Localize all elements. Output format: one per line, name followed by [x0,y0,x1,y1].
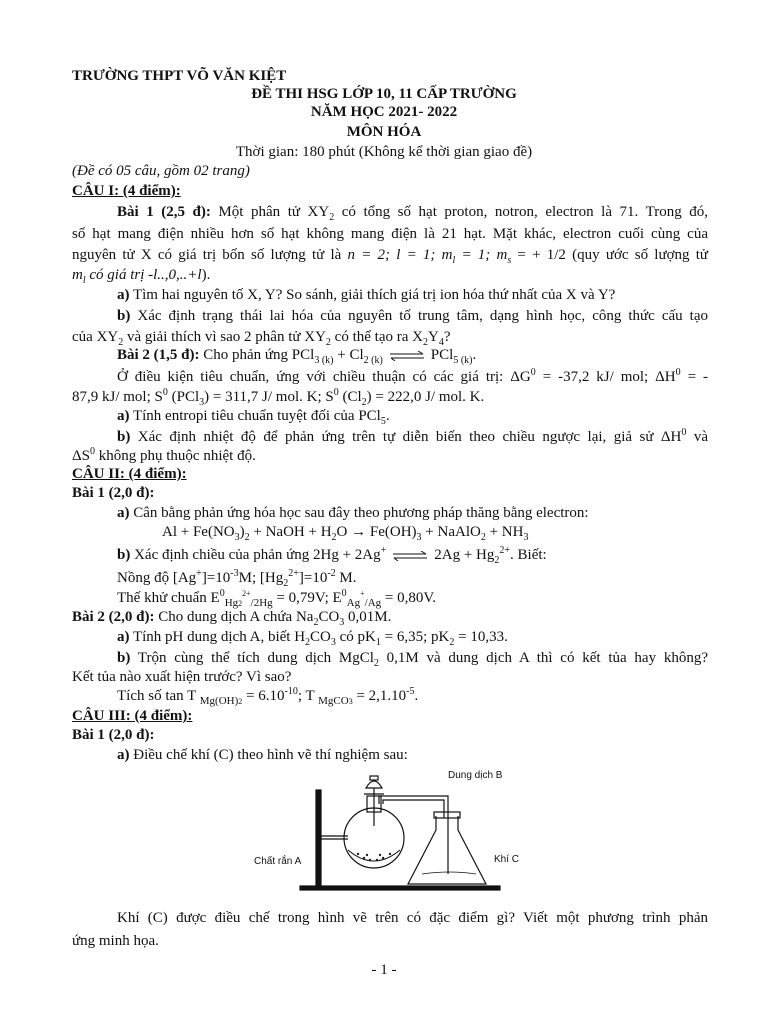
q1-b1-line2: số hạt mang điện nhiều hơn số hạt không mang điện là 21 hạt. Mặt khác, electron cuối cùng của [72,226,708,242]
q2-b1-equation: $Al + Fe(NO_3)_2$ + NaOH + $H_2O \to Fe(OH)_3$ + NaAlO$_2$ + $NH_3$ [162,524,529,543]
q1-b2-part-b-line2: $\Delta S^0$ không phụ thuộc nhiệt độ. [72,446,256,464]
q2-b1-potentials: Thế khử chuẩn $E^0_{Hg2}^{2+}_{/2Hg} = 0,79V$; $E^0_{Ag}^+_{/Ag} = 0,80V$. [117,588,436,609]
q1-b1-line1: Bài 1 (2,5 đ): Một phân tử $XY_2$ có tổng số hạt proton, notron, electron là 71. Trong đó, [117,204,709,223]
q3-b1-head: Bài 1 (2,0 đ): [72,727,155,743]
q1-b1-part-b-line2: của $XY_2$ và giải thích vì sao 2 phân tử $XY_2$ có thể tạo ra $X_2Y_4$? [72,329,451,348]
q3-question-line2: ứng minh họa. [72,933,159,949]
question-2-title: CÂU II: (4 điểm): [72,466,187,482]
subject: MÔN HÓA [346,124,422,140]
q1-b2-reaction: Bài 2 (1,5 đ): Cho phản ứng $PCl_{3 (k)} + Cl_{2 (k)}$ PCl$_{5 (k)}$. [117,347,477,366]
q1-b2-conditions-line1: Ở điều kiện tiêu chuẩn, ứng với chiều thuận có các giá trị: $\Delta G^0 = -37,2$ kJ/ mol; $\Delta H^0$ = - [117,367,708,385]
q1-b2-part-b-line1: b) Xác định nhiệt độ để phản ứng trên tự diễn biến theo chiều ngược lại, giả sử $\Delta H^0$ và [117,427,708,445]
q1-b2-part-a: a) Tính entropi tiêu chuẩn tuyệt đối của PCl$_5$. [117,408,390,427]
q1-b1-part-b-line1: b) Xác định trạng thái lai hóa của nguyên tố trung tâm, dạng hình học, công thức cấu tạo [117,308,708,324]
equilibrium-arrow-icon [389,351,425,361]
q2-b2-part-b-line1: b) Trộn cùng thể tích dung dịch MgCl$_2$ 0,1M và dung dịch A thì có kết tủa hay không? [117,650,708,669]
label-gas-c: Khí C [494,854,520,865]
lab-apparatus-figure [240,766,540,894]
exam-time: Thời gian: 180 phút (Không kể thời gian giao đề) [235,144,533,160]
q2-b1-part-b: b) Xác định chiều của phản ứng 2Hg + 2Ag+ $2Ag + Hg_2^{2+}$. Biết: [117,545,547,566]
question-1-title: CÂU I: (4 điểm): [72,183,181,199]
q2-b1-part-a: a) Cân bằng phản ứng hóa học sau đây theo phương pháp thăng bằng electron: [117,505,589,521]
page-number: - 1 - [371,962,397,978]
question-3-title: CÂU III: (4 điểm): [72,708,193,724]
q1-b1-line4: $m_l$ có giá trị -l..,0,..+l). [72,267,211,286]
equilibrium-arrow-icon [392,551,428,561]
exam-note: (Đề có 05 câu, gồm 02 trang) [72,163,250,179]
q1-b1-part-a: a) Tìm hai nguyên tố X, Y? So sánh, giải thích giá trị ion hóa thứ nhất của X và Y? [117,287,616,303]
label-solution-b: Dung dịch B [448,770,503,781]
exam-title: ĐỀ THI HSG LỚP 10, 11 CẤP TRƯỜNG [251,86,517,102]
school-year: NĂM HỌC 2021- 2022 [310,104,458,120]
q2-b2-ksp: Tích số tan T $_{Mg(OH)2} = 6.10^{-10}$; T $_{MgCO3} = 2,1.10^{-5}$. [117,686,419,707]
label-solid-a: Chất rắn A [254,856,302,867]
q2-b2-part-b-line2: Kết tủa nào xuất hiện trước? Vì sao? [72,669,292,685]
q2-b2-intro: Bài 2 (2,0 đ): Cho dung dịch A chứa $Na_2CO_3$ 0,01M. [72,609,392,628]
q2-b1-head: Bài 1 (2,0 đ): [72,485,155,501]
q3-question-line1: Khí (C) được điều chế trong hình vẽ trên có đặc điểm gì? Viết một phương trình phản [117,910,708,926]
q2-b1-concentrations: Nồng độ $[Ag^+]=10^{-3}M$; $[Hg_2^{2+}]=10^{-2}$ M. [117,568,357,589]
q3-b1-part-a: a) Điều chế khí (C) theo hình vẽ thí nghiệm sau: [117,747,408,763]
q1-b1-line3: nguyên tử X có giá trị bốn số lượng tử là n = 2; l = 1; $m_l = 1$; $m_s$ = + 1/2 (quy ước số lượng tử [72,247,709,266]
q1-b2-conditions-line2: 87,9 kJ/ mol; $S^0$ (PCl$_3$) = 311,7 J/ mol. K; $S^0$ $(Cl_2) = 222,0$ J/ mol. K. [72,387,485,408]
gas-generation-diagram [240,766,540,894]
q2-b2-part-a: a) Tính pH dung dịch A, biết $H_2CO_3$ có $pK_1 = 6,35$; $pK_2 = 10,33$. [117,629,508,648]
school-name: TRƯỜNG THPT VÕ VĂN KIỆT [72,68,287,84]
